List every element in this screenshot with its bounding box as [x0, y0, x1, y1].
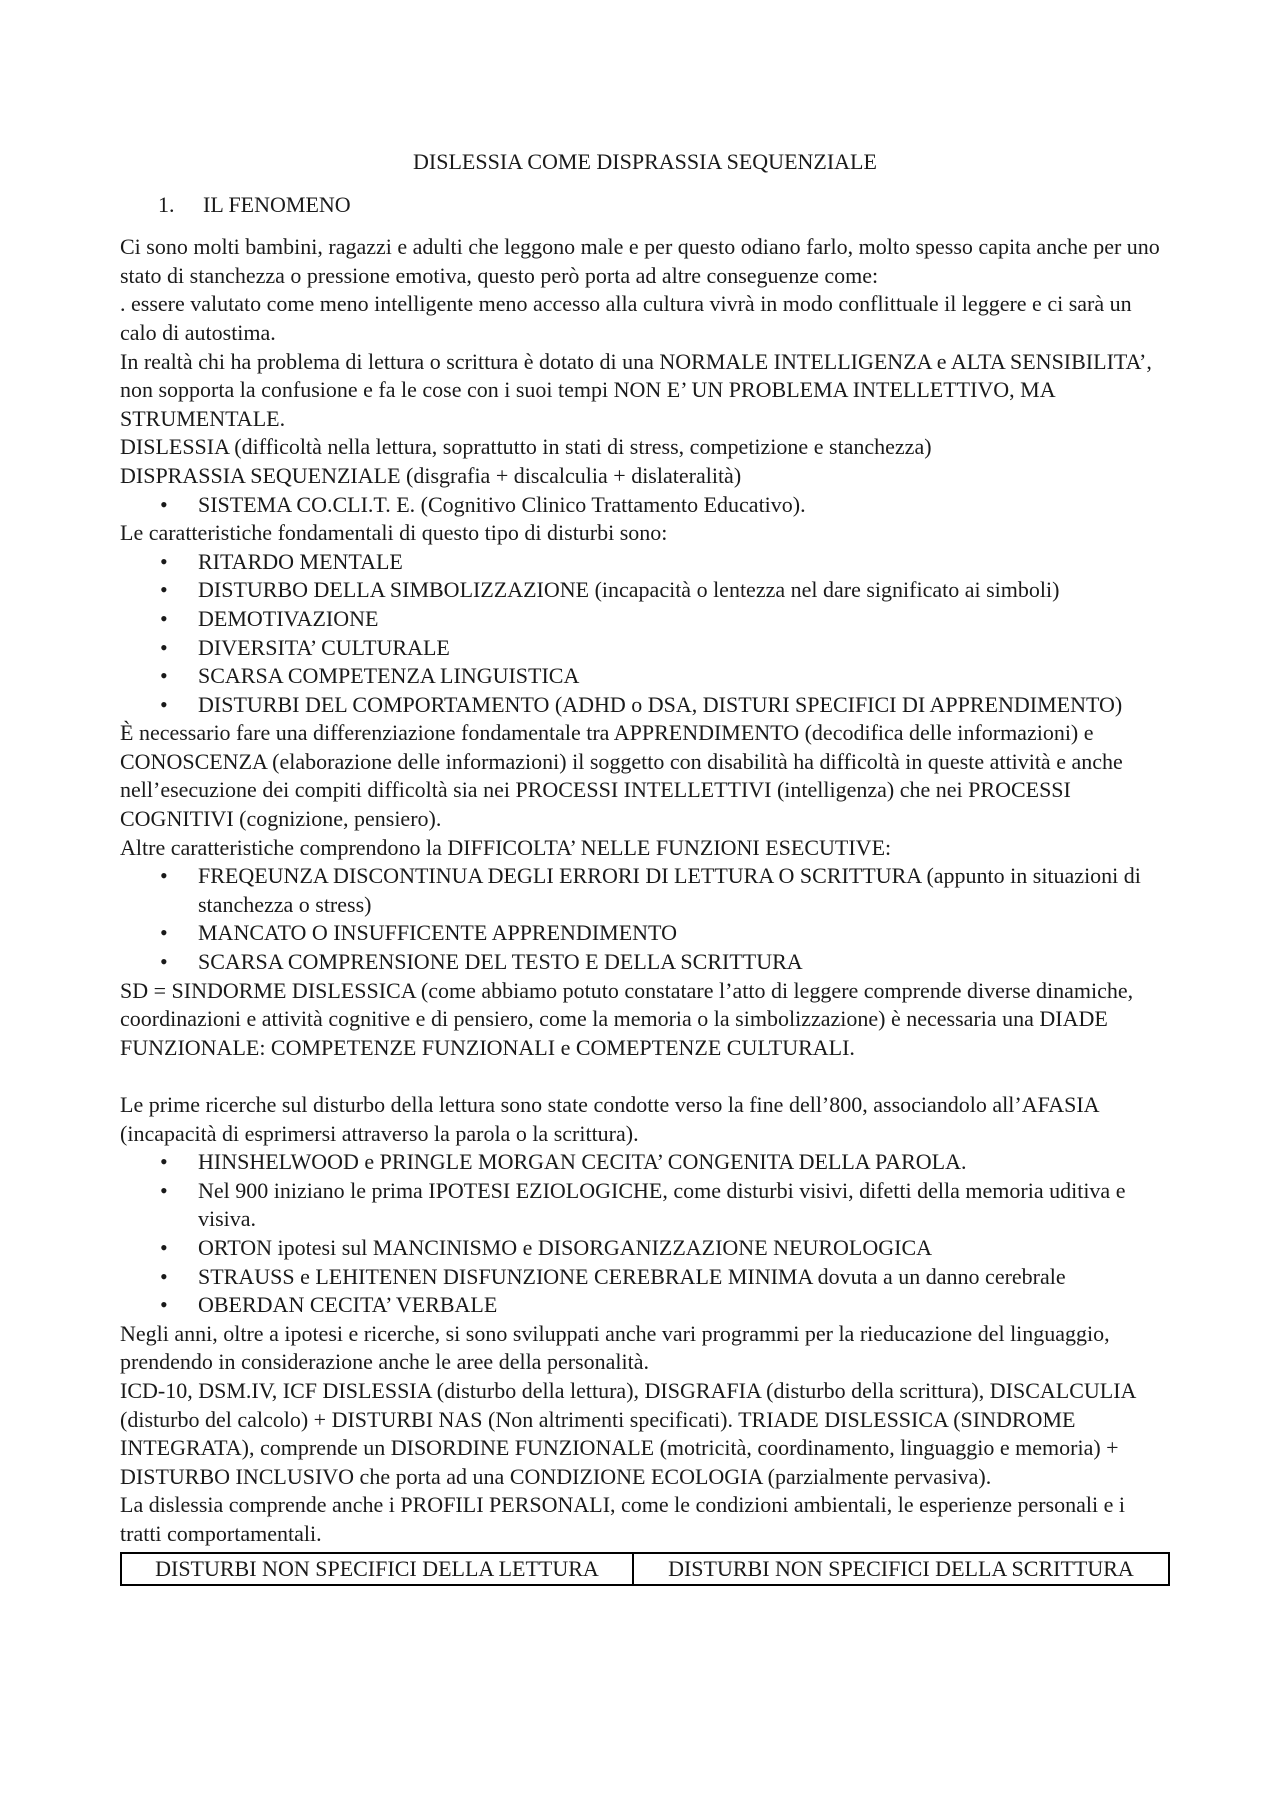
bullet-icon: •	[160, 949, 168, 975]
list-item: • SCARSA COMPETENZA LINGUISTICA	[120, 662, 1170, 691]
bullet-icon: •	[160, 1149, 168, 1175]
bullet-list	[120, 1148, 1170, 1320]
list-item: • OBERDAN CECITA’ VERBALE	[120, 1291, 1170, 1320]
bullet-icon: •	[160, 1177, 168, 1203]
list-item: • DISTURBO DELLA SIMBOLIZZAZIONE (incapacità o lentezza nel dare significato ai simboli)	[120, 576, 1170, 605]
table-cell-reading: DISTURBI NON SPECIFICI DELLA LETTURA	[121, 1553, 633, 1586]
table-cell-writing: DISTURBI NON SPECIFICI DELLA SCRITTURA	[633, 1553, 1169, 1586]
list-item: • SISTEMA CO.CLI.T. E. (Cognitivo Clinico Trattamento Educativo).	[120, 491, 1170, 520]
bullet-icon: •	[160, 1234, 168, 1260]
list-item: • MANCATO O INSUFFICENTE APPRENDIMENTO	[120, 919, 1170, 948]
section-heading	[120, 191, 1170, 220]
section-label: IL FENOMENO	[203, 191, 351, 217]
paragraph: È necessario fare una differenziazione fondamentale tra APPRENDIMENTO (decodifica delle informazioni) e CONOSCENZA (elaborazione delle informazioni) il soggetto con disabilità ha difficoltà in queste attività e anche nell’esecuzione dei compiti difficoltà sia nei PROCESSI INTELLETTIVI (intelligenza) che nei PROCESSI COGNITIVI (cognizione, pensiero).	[120, 720, 1123, 832]
paragraph: DISLESSIA (difficoltà nella lettura, soprattutto in stati di stress, competizione e stanchezza)	[120, 434, 932, 460]
paragraph: In realtà chi ha problema di lettura o scrittura è dotato di una NORMALE INTELLIGENZA e ALTA SENSIBILITA’, non sopporta la confusione e fa le cose con i suoi tempi NON E’ UN PROBLEMA INTELLETTIVO, MA STRUMENTALE.	[120, 348, 1152, 431]
bullet-icon: •	[160, 491, 168, 517]
disorders-table	[120, 1552, 1170, 1587]
list-item: • DIVERSITA’ CULTURALE	[120, 634, 1170, 663]
list-item: • STRAUSS e LEHITENEN DISFUNZIONE CEREBRALE MINIMA dovuta a un danno cerebrale	[120, 1263, 1170, 1292]
document-content	[120, 148, 1170, 1586]
blank-line	[120, 1062, 1170, 1091]
list-item: • DISTURBI DEL COMPORTAMENTO (ADHD o DSA, DISTURI SPECIFICI DI APPRENDIMENTO)	[120, 691, 1170, 720]
bullet-icon: •	[160, 634, 168, 660]
paragraph: Ci sono molti bambini, ragazzi e adulti che leggono male e per questo odiano farlo, molto spesso capita anche per uno stato di stanchezza o pressione emotiva, questo però porta ad altre conseguenze come:	[120, 234, 1160, 288]
bullet-icon: •	[160, 1263, 168, 1289]
list-item: • DEMOTIVAZIONE	[120, 605, 1170, 634]
paragraph: DISPRASSIA SEQUENZIALE (disgrafia + discalculia + dislateralità)	[120, 462, 742, 488]
bullet-icon: •	[160, 605, 168, 631]
bullet-list	[120, 548, 1170, 720]
paragraph: . essere valutato come meno intelligente meno accesso alla cultura vivrà in modo conflittuale il leggere e ci sarà un calo di autostima.	[120, 291, 1132, 345]
bullet-icon: •	[160, 691, 168, 717]
bullet-list	[120, 491, 1170, 520]
bullet-icon: •	[160, 1292, 168, 1318]
list-item: • HINSHELWOOD e PRINGLE MORGAN CECITA’ CONGENITA DELLA PAROLA.	[120, 1148, 1170, 1177]
paragraph: La dislessia comprende anche i PROFILI PERSONALI, come le condizioni ambientali, le esperienze personali e i tratti comportamentali.	[120, 1492, 1125, 1546]
document-title: DISLESSIA COME DISPRASSIA SEQUENZIALE	[413, 149, 877, 174]
paragraph: Le prime ricerche sul disturbo della lettura sono state condotte verso la fine dell’800, associandolo all’AFASIA (incapacità di esprimersi attraverso la parola o la scrittura).	[120, 1092, 1099, 1146]
paragraph: SD = SINDORME DISLESSICA (come abbiamo potuto constatare l’atto di leggere comprende diverse dinamiche, coordinazioni e attività cognitive e di pensiero, come la memoria o la simbolizzazione) è necessaria una DIADE FUNZIONALE: COMPETENZE FUNZIONALI e COMEPTENZE CULTURALI.	[120, 977, 1134, 1060]
list-item: • ORTON ipotesi sul MANCINISMO e DISORGANIZZAZIONE NEUROLOGICA	[120, 1234, 1170, 1263]
bullet-icon: •	[160, 920, 168, 946]
paragraph: Altre caratteristiche comprendono la DIFFICOLTA’ NELLE FUNZIONI ESECUTIVE:	[120, 834, 892, 860]
table-row	[121, 1553, 1169, 1586]
list-item: • RITARDO MENTALE	[120, 548, 1170, 577]
paragraph: ICD-10, DSM.IV, ICF DISLESSIA (disturbo della lettura), DISGRAFIA (disturbo della scrittura), DISCALCULIA (disturbo del calcolo) + DISTURBI NAS (Non altrimenti specificati). TRIADE DISLESSICA (SINDROME INTEGRATA), comprende un DISORDINE FUNZIONALE (motricità, coordinamento, linguaggio e memoria) + DISTURBO INCLUSIVO che porta ad una CONDIZIONE ECOLOGIA (parzialmente pervasiva).	[120, 1377, 1136, 1489]
paragraph: Le caratteristiche fondamentali di questo tipo di disturbi sono:	[120, 520, 668, 546]
list-item: • FREQEUNZA DISCONTINUA DEGLI ERRORI DI LETTURA O SCRITTURA (appunto in situazioni di stanchezza o stress)	[120, 862, 1170, 919]
bullet-icon: •	[160, 863, 168, 889]
paragraph: Negli anni, oltre a ipotesi e ricerche, si sono sviluppati anche vari programmi per la rieducazione del linguaggio, prendendo in considerazione anche le aree della personalità.	[120, 1320, 1110, 1375]
bullet-icon: •	[160, 663, 168, 689]
bullet-icon: •	[160, 548, 168, 574]
bullet-list	[120, 862, 1170, 976]
list-item: • Nel 900 iniziano le prima IPOTESI EZIOLOGICHE, come disturbi visivi, difetti della memoria uditiva e visiva.	[120, 1177, 1170, 1234]
bullet-icon: •	[160, 577, 168, 603]
list-item: • SCARSA COMPRENSIONE DEL TESTO E DELLA SCRITTURA	[120, 948, 1170, 977]
section-number: 1.	[158, 191, 175, 217]
